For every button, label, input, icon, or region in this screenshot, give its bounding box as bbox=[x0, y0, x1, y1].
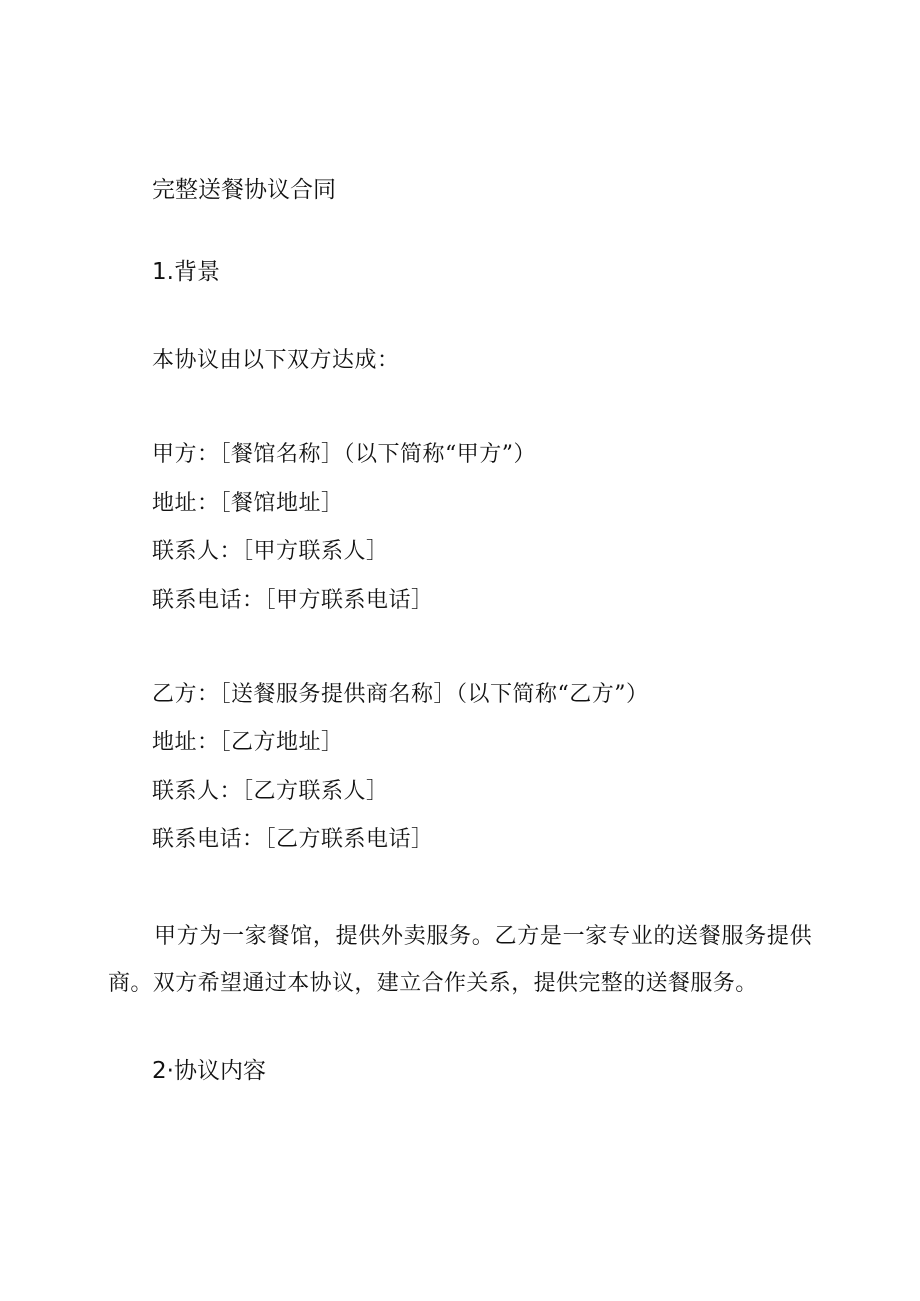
party-a-name-line: 甲方：［餐馆名称］（以下简称“甲方”） bbox=[152, 442, 536, 467]
party-b-contact-line: 联系人：［乙方联系人］ bbox=[152, 779, 389, 804]
party-a-address-line: 地址：［餐馆地址］ bbox=[152, 491, 344, 516]
party-b-phone-line: 联系电话：［乙方联系电话］ bbox=[152, 827, 434, 852]
document-title: 完整送餐协议合同 bbox=[152, 177, 336, 203]
background-paragraph: 甲方为一家餐馆，提供外卖服务。乙方是一家专业的送餐服务提供商。双方希望通过本协议，建立合作关系，提供完整的送餐服务。 bbox=[108, 924, 812, 996]
section-2-heading: 2·协议内容 bbox=[152, 1058, 266, 1084]
party-a-contact-line: 联系人：［甲方联系人］ bbox=[152, 539, 389, 564]
party-b-address-line: 地址：［乙方地址］ bbox=[152, 730, 344, 755]
intro-text: 本协议由以下双方达成： bbox=[152, 348, 400, 373]
section-1-heading: 1.背景 bbox=[152, 259, 220, 285]
party-b-name-line: 乙方：［送餐服务提供商名称］（以下简称“乙方”） bbox=[152, 682, 649, 707]
party-a-phone-line: 联系电话：［甲方联系电话］ bbox=[152, 588, 434, 613]
